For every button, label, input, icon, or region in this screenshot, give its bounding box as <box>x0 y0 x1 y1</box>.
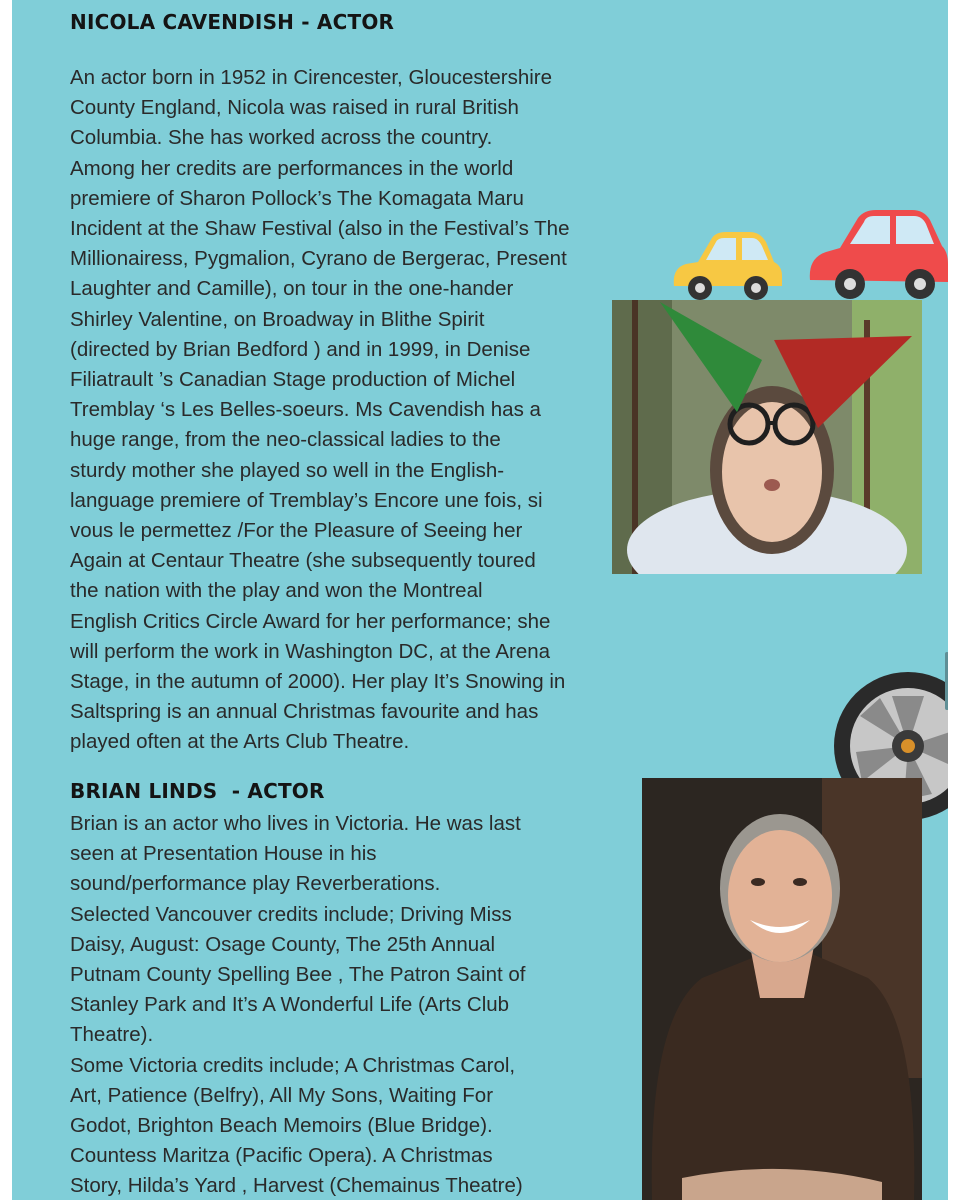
nicola-bio-line: premiere of Sharon Pollock’s The Komagata Maru <box>70 186 524 210</box>
brian-bio-line: sound/performance play Reverberations. <box>70 872 441 896</box>
brian-linds-photo <box>642 778 922 1200</box>
nicola-bio-line: played often at the Arts Club Theatre. <box>70 730 410 754</box>
nicola-bio-line: Among her credits are performances in the world <box>70 156 514 180</box>
nicola-bio-line: An actor born in 1952 in Cirencester, Gloucestershire <box>70 66 553 89</box>
yellow-car-icon <box>668 228 784 300</box>
nicola-bio-line: Tremblay ‘s Les Belles-soeurs. Ms Cavendish has a <box>70 398 541 422</box>
red-car-icon <box>808 206 948 302</box>
nicola-bio-line: Stage, in the autumn of 2000). Her play It’s Snowing in <box>70 670 566 694</box>
nicola-bio-line: Millionairess, Pygmalion, Cyrano de Bergerac, Present <box>70 247 567 271</box>
brian-bio-line: seen at Presentation House in his <box>70 842 377 866</box>
brian-bio-line: Story, Hilda’s Yard , Harvest (Chemainus Theatre) <box>70 1174 523 1198</box>
nicola-bio-line: Again at Centaur Theatre (she subsequently toured <box>70 549 536 573</box>
nicola-bio-line: vous le permettez /For the Pleasure of Seeing her <box>70 519 523 543</box>
nicola-bio-line: Saltspring is an annual Christmas favourite and has <box>70 700 539 724</box>
brian-bio-line: Countess Maritza (Pacific Opera). A Christmas <box>70 1144 493 1168</box>
nicola-bio-line: sturdy mother she played so well in the English- <box>70 458 505 482</box>
nicola-bio-line: Incident at the Shaw Festival (also in the Festival’s The <box>70 217 570 241</box>
nicola-bio-line: Columbia. She has worked across the country. <box>70 126 493 150</box>
nicola-cavendish-bio <box>70 63 569 758</box>
brian-bio-line: Selected Vancouver credits include; Driving Miss <box>70 902 512 926</box>
nicola-cavendish-photo <box>612 300 922 574</box>
brian-bio-line: Some Victoria credits include; A Christmas Carol, <box>70 1053 516 1077</box>
nicola-bio-line: Laughter and Camille), on tour in the one-hander <box>70 277 514 301</box>
brian-linds-bio <box>70 809 525 1200</box>
brian-bio-line: Theatre). <box>70 1023 154 1047</box>
nicola-bio-line: Filiatrault ’s Canadian Stage production of Michel <box>70 368 516 392</box>
brian-bio-line: Brian is an actor who lives in Victoria. He was last <box>70 812 521 835</box>
nicola-bio-line: County England, Nicola was raised in rural British <box>70 96 519 120</box>
scrollbar-thumb[interactable] <box>945 652 948 710</box>
nicola-bio-line: Shirley Valentine, on Broadway in Blithe Spirit <box>70 307 485 331</box>
brian-linds-heading: BRIAN LINDS - ACTOR <box>70 779 325 803</box>
brian-bio-line: Daisy, August: Osage County, The 25th Annual <box>70 932 496 956</box>
nicola-bio-line: will perform the work in Washington DC, at the Arena <box>70 639 551 663</box>
nicola-cavendish-heading: NICOLA CAVENDISH - ACTOR <box>70 10 395 34</box>
brian-bio-line: Putnam County Spelling Bee , The Patron Saint of <box>70 963 526 987</box>
nicola-bio-line: (directed by Brian Bedford ) and in 1999, in Denise <box>70 337 531 361</box>
brian-bio-line: Art, Patience (Belfry), All My Sons, Waiting For <box>70 1083 494 1107</box>
nicola-bio-line: English Critics Circle Award for her performance; she <box>70 609 551 633</box>
program-page <box>12 0 948 1200</box>
nicola-bio-line: huge range, from the neo-classical ladies to the <box>70 428 501 452</box>
brian-bio-line: Godot, Brighton Beach Memoirs (Blue Bridge). <box>70 1114 493 1138</box>
brian-bio-line: Stanley Park and It’s A Wonderful Life (Arts Club <box>70 993 510 1017</box>
nicola-bio-line: the nation with the play and won the Montreal <box>70 579 483 603</box>
nicola-bio-line: language premiere of Tremblay’s Encore une fois, si <box>70 488 543 512</box>
